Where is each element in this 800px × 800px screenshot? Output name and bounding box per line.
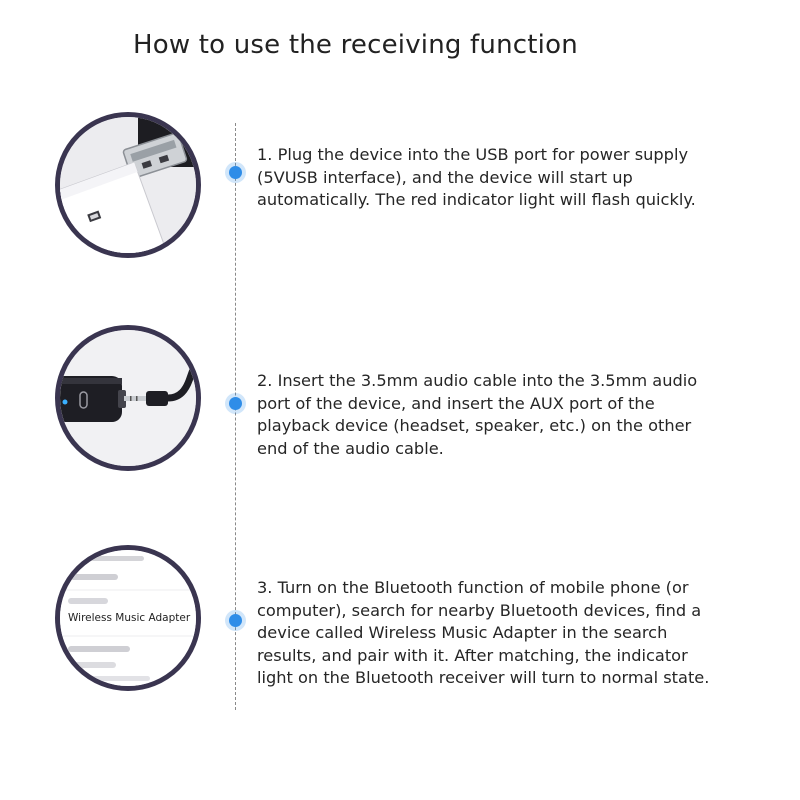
step-1-image-usb-adapter bbox=[55, 112, 201, 258]
step-1-text: 1. Plug the device into the USB port for power supply (5VUSB interface), and the device will start up automatically. The red indicator light will flash quickly. bbox=[257, 145, 696, 209]
page-title: How to use the receiving function bbox=[133, 30, 578, 60]
step-2-image-audio-cable bbox=[55, 325, 201, 471]
step-2-text: 2. Insert the 3.5mm audio cable into the 3.5mm audio port of the device, and insert the AUX port of the playback device (headset, speaker, etc.) on the other end of the audio cable. bbox=[257, 371, 698, 458]
usb-adapter-icon bbox=[60, 117, 196, 253]
step-2-timeline-dot bbox=[229, 397, 242, 410]
step-3-image-bluetooth-list bbox=[55, 545, 201, 691]
step-1-timeline-dot bbox=[229, 166, 242, 179]
step-3-timeline-dot bbox=[229, 614, 242, 627]
step-3-text: 3. Turn on the Bluetooth function of mobile phone (or computer), search for nearby Bluetooth devices, find a device called Wireless Music Adapter in the search results, and pair with it. After matching, the indicator light on the Bluetooth receiver will turn to normal state. bbox=[257, 578, 710, 687]
bluetooth-device-name: Wireless Music Adapter bbox=[68, 612, 191, 624]
audio-cable-icon bbox=[60, 330, 196, 466]
